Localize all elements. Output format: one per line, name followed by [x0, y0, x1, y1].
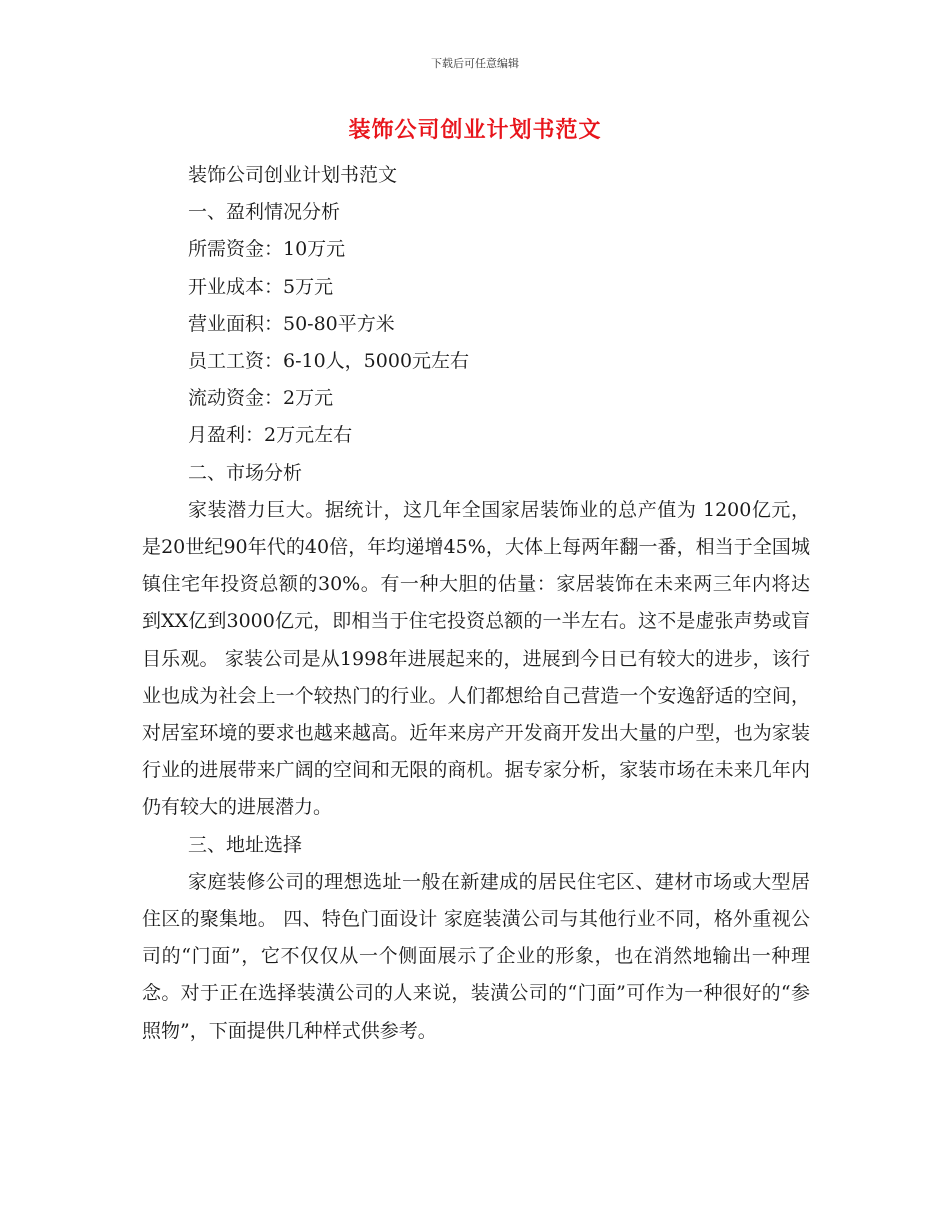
cost-line: 开业成本：5万元: [188, 275, 334, 298]
section-heading-market: 二、市场分析: [188, 461, 303, 484]
market-paragraph: 家装潜力巨大。据统计，这几年全国家居装饰业的总产值为 1200亿元，是20世纪90年代的40倍，年均递增45%，大体上每两年翻一番，相当于全国城镇住宅年投资总额的30%。有一种大胆的估量：家居装饰在未来两三年内将达到XX亿到3000亿元，即相当于住宅投资总额的一半左右。这不是虚张声势或盲目乐观。 家装公司是从1998年进展起来的，进展到今日已有较大的进步，该行业也成为社会上一个较热门的行业。人们都想给自己营造一个安逸舒适的空间，对居室环境的要求也越来越高。近年来房产开发商开发出大量的户型，也为家装行业的进展带来广阔的空间和无限的商机。据专家分析，家装市场在未来几年内仍有较大的进展潜力。: [142, 498, 810, 819]
section-heading-location: 三、地址选择: [188, 833, 303, 856]
monthly-profit-line: 月盈利：2万元左右: [188, 424, 353, 447]
staff-line: 员工工资：6-10人，5000元左右: [188, 350, 470, 373]
document-body: [142, 157, 810, 1050]
section-heading-profit: 一、盈利情况分析: [188, 201, 341, 224]
flow-funds-line: 流动资金：2万元: [188, 387, 334, 410]
subtitle-line: 装饰公司创业计划书范文: [188, 164, 398, 186]
page-header: 下载后可任意编辑: [431, 57, 519, 70]
area-line: 营业面积：50-80平方米: [188, 312, 395, 335]
document-title: 装饰公司创业计划书范文: [348, 117, 602, 143]
location-paragraph: 家庭装修公司的理想选址一般在新建成的居民住宅区、建材市场或大型居住区的聚集地。 四、特色门面设计 家庭装潢公司与其他行业不同，格外重视公司的“门面”，它不仅仅从一个侧面展示了企业的形象，也在消然地输出一种理念。对于正在选择装潢公司的人来说，装潢公司的“门面”可作为一种很好的“参照物”，下面提供几种样式供参考。: [142, 870, 810, 1042]
funds-line: 所需资金：10万元: [188, 238, 346, 261]
